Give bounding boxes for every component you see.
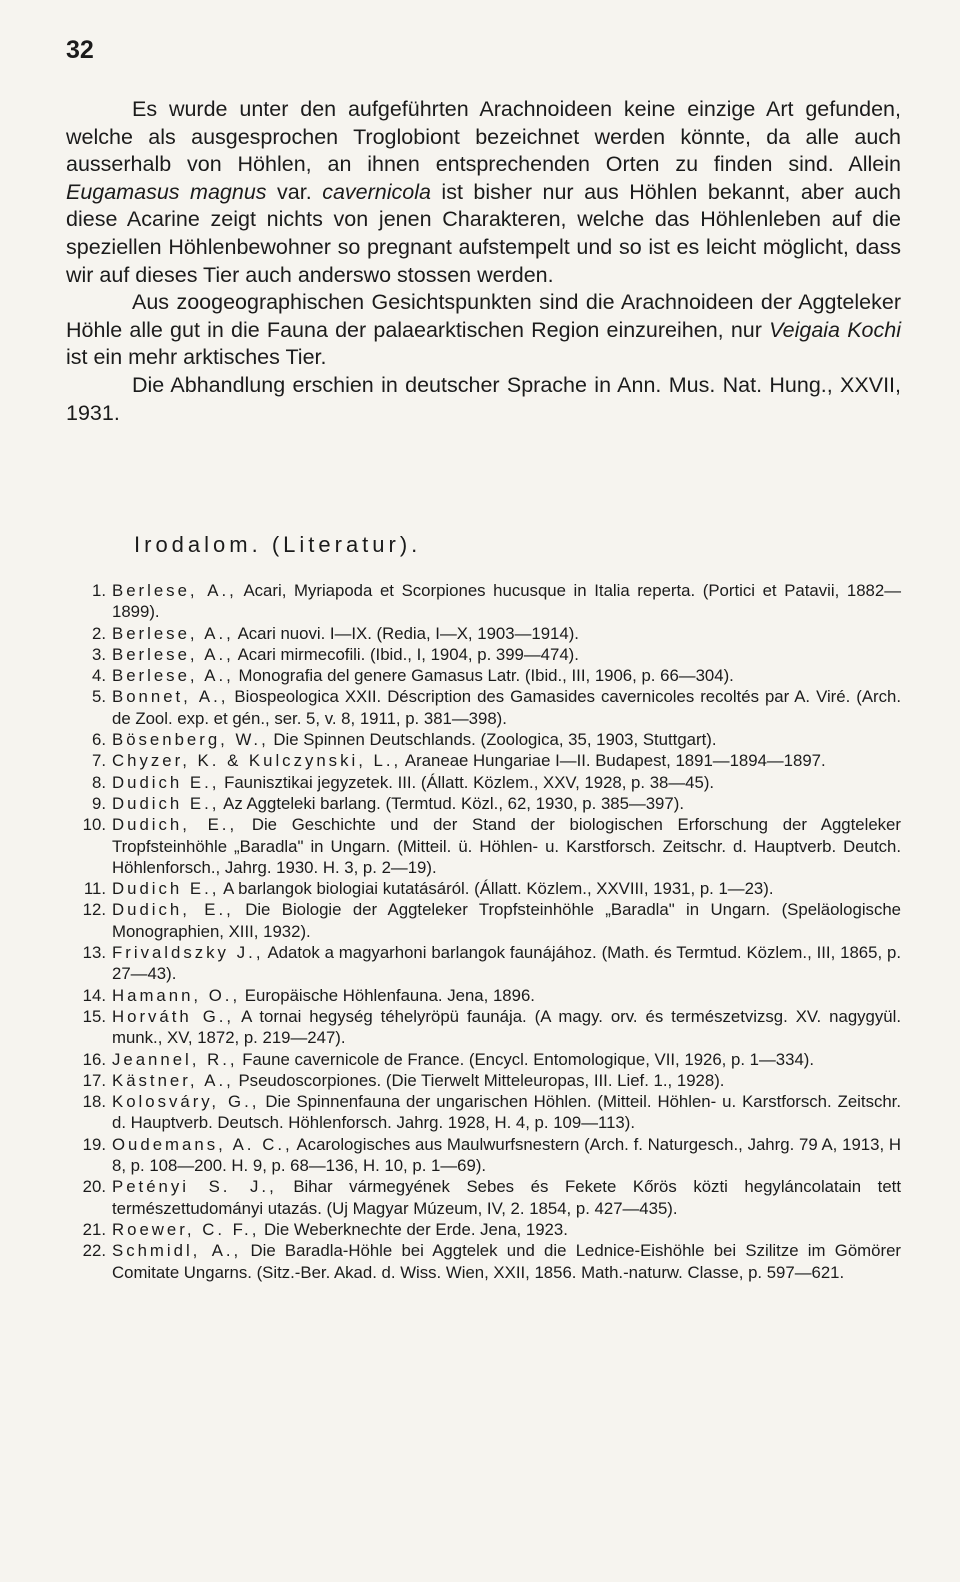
reference-item bbox=[66, 729, 901, 750]
reference-text bbox=[112, 580, 901, 623]
paragraph bbox=[66, 96, 901, 289]
reference-citation: Die Baradla-Höhle bei Aggtelek und die Lednice-Eishöhle bei Szilitze im Gömörer Comitate Ungarns. (Sitz.-Ber. Akad. d. Wiss. Wien, XXII, 1856. Math.-naturw. Classe, p. 597—621. bbox=[112, 1241, 901, 1282]
reference-text bbox=[112, 899, 901, 942]
reference-item bbox=[66, 750, 901, 771]
reference-author: Chyzer, K. & Kulczynski, L., bbox=[112, 751, 402, 771]
reference-item bbox=[66, 623, 901, 644]
reference-author: Dudich, E., bbox=[112, 815, 238, 835]
reference-number: 14. bbox=[82, 985, 106, 1005]
reference-citation: Az Aggteleki barlang. (Termtud. Közl., 62, 1930, p. 385—397). bbox=[219, 793, 684, 813]
reference-citation: Faunisztikai jegyzetek. III. (Állatt. Közlem., XXV, 1928, p. 38—45). bbox=[219, 772, 715, 792]
reference-text bbox=[112, 985, 901, 1006]
reference-item bbox=[66, 1219, 901, 1240]
reference-author: Dudich, E., bbox=[112, 900, 234, 920]
reference-author: Oudemans, A. C., bbox=[112, 1134, 293, 1154]
reference-number: 7. bbox=[92, 751, 106, 771]
reference-citation: Die Geschichte und der Stand der biologischen Erforschung der Aggteleker Tropfsteinhöhle „Baradla" in Ungarn. (Mitteil. ü. Höhlen- u. Karstforsch. Zeitschr. d. Hauptverb. Deutch. Höhlenforsch., Jahrg. 1930. H. 3, p. 2—19). bbox=[112, 815, 901, 877]
reference-citation: A tornai hegység téhelyröpü faunája. (A magy. orv. és természetvizsg. XV. nagygyül. munk., XV, 1872, p. 219—247). bbox=[112, 1006, 901, 1048]
reference-text bbox=[112, 665, 901, 686]
reference-author: Dudich E., bbox=[112, 793, 220, 813]
reference-author: Dudich E., bbox=[112, 772, 220, 792]
reference-item bbox=[66, 1240, 901, 1283]
reference-author: Bösenberg, W., bbox=[112, 730, 269, 750]
reference-citation: Faune cavernicole de France. (Encycl. Entomologique, VII, 1926, p. 1—334). bbox=[237, 1049, 815, 1069]
reference-citation: Die Spinnenfauna der ungarischen Höhlen. (Mitteil. Höhlen- u. Karstforsch. Zeitschr. d. Hauptverb. Deutsch. Höhlenforsch. Jahrg. 1928, H. 4, p. 109—113). bbox=[112, 1092, 902, 1133]
reference-text bbox=[112, 814, 901, 878]
text-run: ist bisher nur aus Höhlen bekannt, aber auch diese Acarine zeigt nichts von jenen Charakteren, welche das Höhlenleben auf die speziellen Höhlenbewohner so pregnant aufstempelt und so ist es leicht möglicht, dass wir auf dieses Tier auch anderswo stossen werden. bbox=[66, 179, 901, 287]
reference-item bbox=[66, 772, 901, 793]
reference-author: Jeannel, R., bbox=[112, 1049, 238, 1069]
text-run: ist ein mehr arktisches Tier. bbox=[66, 345, 327, 370]
reference-author: Frivaldszky J., bbox=[112, 943, 264, 963]
reference-citation: Monografia del genere Gamasus Latr. (Ibid., III, 1906, p. 66—304). bbox=[233, 666, 734, 686]
reference-item bbox=[66, 814, 901, 878]
reference-text bbox=[112, 878, 901, 899]
reference-number: 2. bbox=[92, 623, 106, 643]
reference-item bbox=[66, 793, 901, 814]
reference-citation: Acarologisches aus Maulwurfsnestern (Arch. f. Naturgesch., Jahrg. 79 A, 1913, H 8, p. 108—200. H. 9, p. 68—136, H. 10, p. 1—69). bbox=[112, 1134, 901, 1176]
reference-author: Schmidl, A., bbox=[112, 1241, 242, 1261]
text-run: Aus zoogeographischen Gesichtspunkten sind die Arachnoideen der Aggteleker Höhle alle gut in die Fauna der palaearktischen Region einzureihen, nur bbox=[66, 290, 901, 342]
reference-text bbox=[112, 1134, 901, 1177]
reference-citation: Adatok a magyarhoni barlangok faunájához. (Math. és Termtud. Közlem., III, 1865, p. 27—43). bbox=[112, 943, 901, 984]
reference-list bbox=[66, 580, 901, 1283]
reference-number: 11. bbox=[83, 879, 106, 899]
species-name: Eugamasus magnus bbox=[66, 179, 267, 204]
reference-citation: Acari nuovi. I—IX. (Redia, I—X, 1903—1914). bbox=[233, 623, 579, 643]
reference-author: Bonnet, A., bbox=[112, 687, 229, 707]
text-run: Es wurde unter den aufgeführten Arachnoideen keine einzige Art gefunden, welche als ausgesprochen Troglobiont bezeichnet werden könnte, da alle auch ausserhalb von Höhlen, an ihnen entsprechenden Orten zu finden sind. Allein bbox=[66, 97, 901, 177]
reference-text bbox=[112, 942, 901, 985]
reference-text bbox=[112, 1091, 901, 1134]
reference-number: 5. bbox=[92, 687, 106, 707]
reference-number: 12. bbox=[82, 900, 106, 920]
body-text bbox=[66, 96, 901, 427]
reference-number: 18. bbox=[82, 1092, 106, 1112]
reference-item bbox=[66, 686, 901, 729]
reference-author: Berlese, A., bbox=[112, 581, 237, 600]
reference-citation: Acari mirmecofili. (Ibid., I, 1904, p. 399—474). bbox=[233, 644, 579, 664]
reference-text bbox=[112, 644, 901, 665]
reference-citation: Araneae Hungariae I—II. Budapest, 1891—1894—1897. bbox=[401, 751, 826, 771]
section-heading: Irodalom. (Literatur). bbox=[134, 532, 422, 557]
reference-item bbox=[66, 665, 901, 686]
reference-number: 16. bbox=[82, 1049, 106, 1069]
reference-citation: Die Biologie der Aggteleker Tropfsteinhöhle „Baradla" in Ungarn. (Speläologische Monographien, XIII, 1932). bbox=[112, 900, 901, 941]
reference-item bbox=[66, 1006, 901, 1049]
reference-item bbox=[66, 1176, 901, 1219]
reference-citation: Die Weberknechte der Erde. Jena, 1923. bbox=[259, 1219, 568, 1239]
reference-number: 6. bbox=[92, 730, 106, 750]
reference-author: Dudich E., bbox=[112, 879, 220, 899]
reference-item bbox=[66, 1134, 901, 1177]
reference-item bbox=[66, 1091, 901, 1134]
reference-item bbox=[66, 644, 901, 665]
reference-number: 9. bbox=[92, 793, 106, 813]
reference-author: Berlese, A., bbox=[112, 666, 234, 686]
reference-citation: Biospeologica XXII. Déscription des Gamasides cavernicoles recoltés par A. Viré. (Arch. de Zool. exp. et gén., ser. 5, v. 8, 1911, p. 381—398). bbox=[112, 687, 901, 728]
reference-number: 15. bbox=[82, 1006, 106, 1026]
species-name: Veigaia Kochi bbox=[769, 317, 901, 342]
reference-item bbox=[66, 899, 901, 942]
reference-item bbox=[66, 580, 901, 623]
reference-text bbox=[112, 1070, 901, 1091]
reference-text bbox=[112, 1219, 901, 1240]
reference-text bbox=[112, 750, 901, 771]
reference-number: 8. bbox=[92, 772, 106, 792]
reference-number: 3. bbox=[92, 644, 106, 664]
reference-number: 17. bbox=[82, 1070, 106, 1090]
paragraph bbox=[66, 289, 901, 372]
reference-citation: Bihar vármegyének Sebes és Fekete Kőrös közti hegyláncolatain tett természettudományi utazás. (Uj Magyar Múzeum, IV, 2. 1854, p. 427—435). bbox=[112, 1177, 901, 1218]
reference-text bbox=[112, 793, 901, 814]
species-name: cavernicola bbox=[322, 179, 431, 204]
reference-number: 22. bbox=[82, 1241, 106, 1261]
reference-author: Berlese, A., bbox=[112, 644, 234, 664]
reference-author: Roewer, C. F., bbox=[112, 1219, 260, 1239]
reference-text bbox=[112, 1240, 901, 1283]
reference-citation: Acari, Myriapoda et Scorpiones hucusque in Italia reperta. (Portici et Patavii, 1882—1899). bbox=[112, 581, 901, 622]
reference-citation: Europäische Höhlenfauna. Jena, 1896. bbox=[240, 985, 535, 1005]
reference-item bbox=[66, 1070, 901, 1091]
reference-text bbox=[112, 1049, 901, 1070]
reference-author: Horváth G., bbox=[112, 1006, 235, 1026]
reference-item bbox=[66, 985, 901, 1006]
reference-item bbox=[66, 1049, 901, 1070]
reference-number: 20. bbox=[82, 1177, 106, 1197]
reference-number: 13. bbox=[82, 943, 106, 963]
reference-text bbox=[112, 1176, 901, 1219]
reference-text bbox=[112, 772, 901, 793]
reference-author: Berlese, A., bbox=[112, 623, 234, 643]
reference-item bbox=[66, 942, 901, 985]
page-number: 32 bbox=[66, 36, 94, 64]
reference-author: Kästner, A., bbox=[112, 1070, 234, 1090]
reference-number: 21. bbox=[82, 1219, 106, 1239]
reference-number: 1. bbox=[92, 581, 106, 600]
reference-number: 10. bbox=[82, 815, 106, 835]
reference-text bbox=[112, 729, 901, 750]
reference-number: 19. bbox=[82, 1134, 106, 1154]
reference-author: Petényi S. J., bbox=[112, 1177, 277, 1197]
reference-author: Hamann, O., bbox=[112, 985, 241, 1005]
reference-item bbox=[66, 878, 901, 899]
reference-author: Kolosváry, G., bbox=[112, 1092, 260, 1112]
reference-citation: Pseudoscorpiones. (Die Tierwelt Mitteleuropas, III. Lief. 1., 1928). bbox=[233, 1070, 725, 1090]
reference-text bbox=[112, 1006, 901, 1049]
paragraph bbox=[66, 372, 901, 427]
reference-text bbox=[112, 623, 901, 644]
reference-citation: Die Spinnen Deutschlands. (Zoologica, 35, 1903, Stuttgart). bbox=[268, 730, 717, 750]
reference-citation: A barlangok biologiai kutatásáról. (Állatt. Közlem., XXVIII, 1931, p. 1—23). bbox=[219, 879, 774, 899]
reference-number: 4. bbox=[92, 666, 106, 686]
text-run: Die Abhandlung erschien in deutscher Sprache in Ann. Mus. Nat. Hung., XXVII, 1931. bbox=[66, 372, 901, 425]
text-run: var. bbox=[266, 179, 323, 204]
reference-text bbox=[112, 686, 901, 729]
